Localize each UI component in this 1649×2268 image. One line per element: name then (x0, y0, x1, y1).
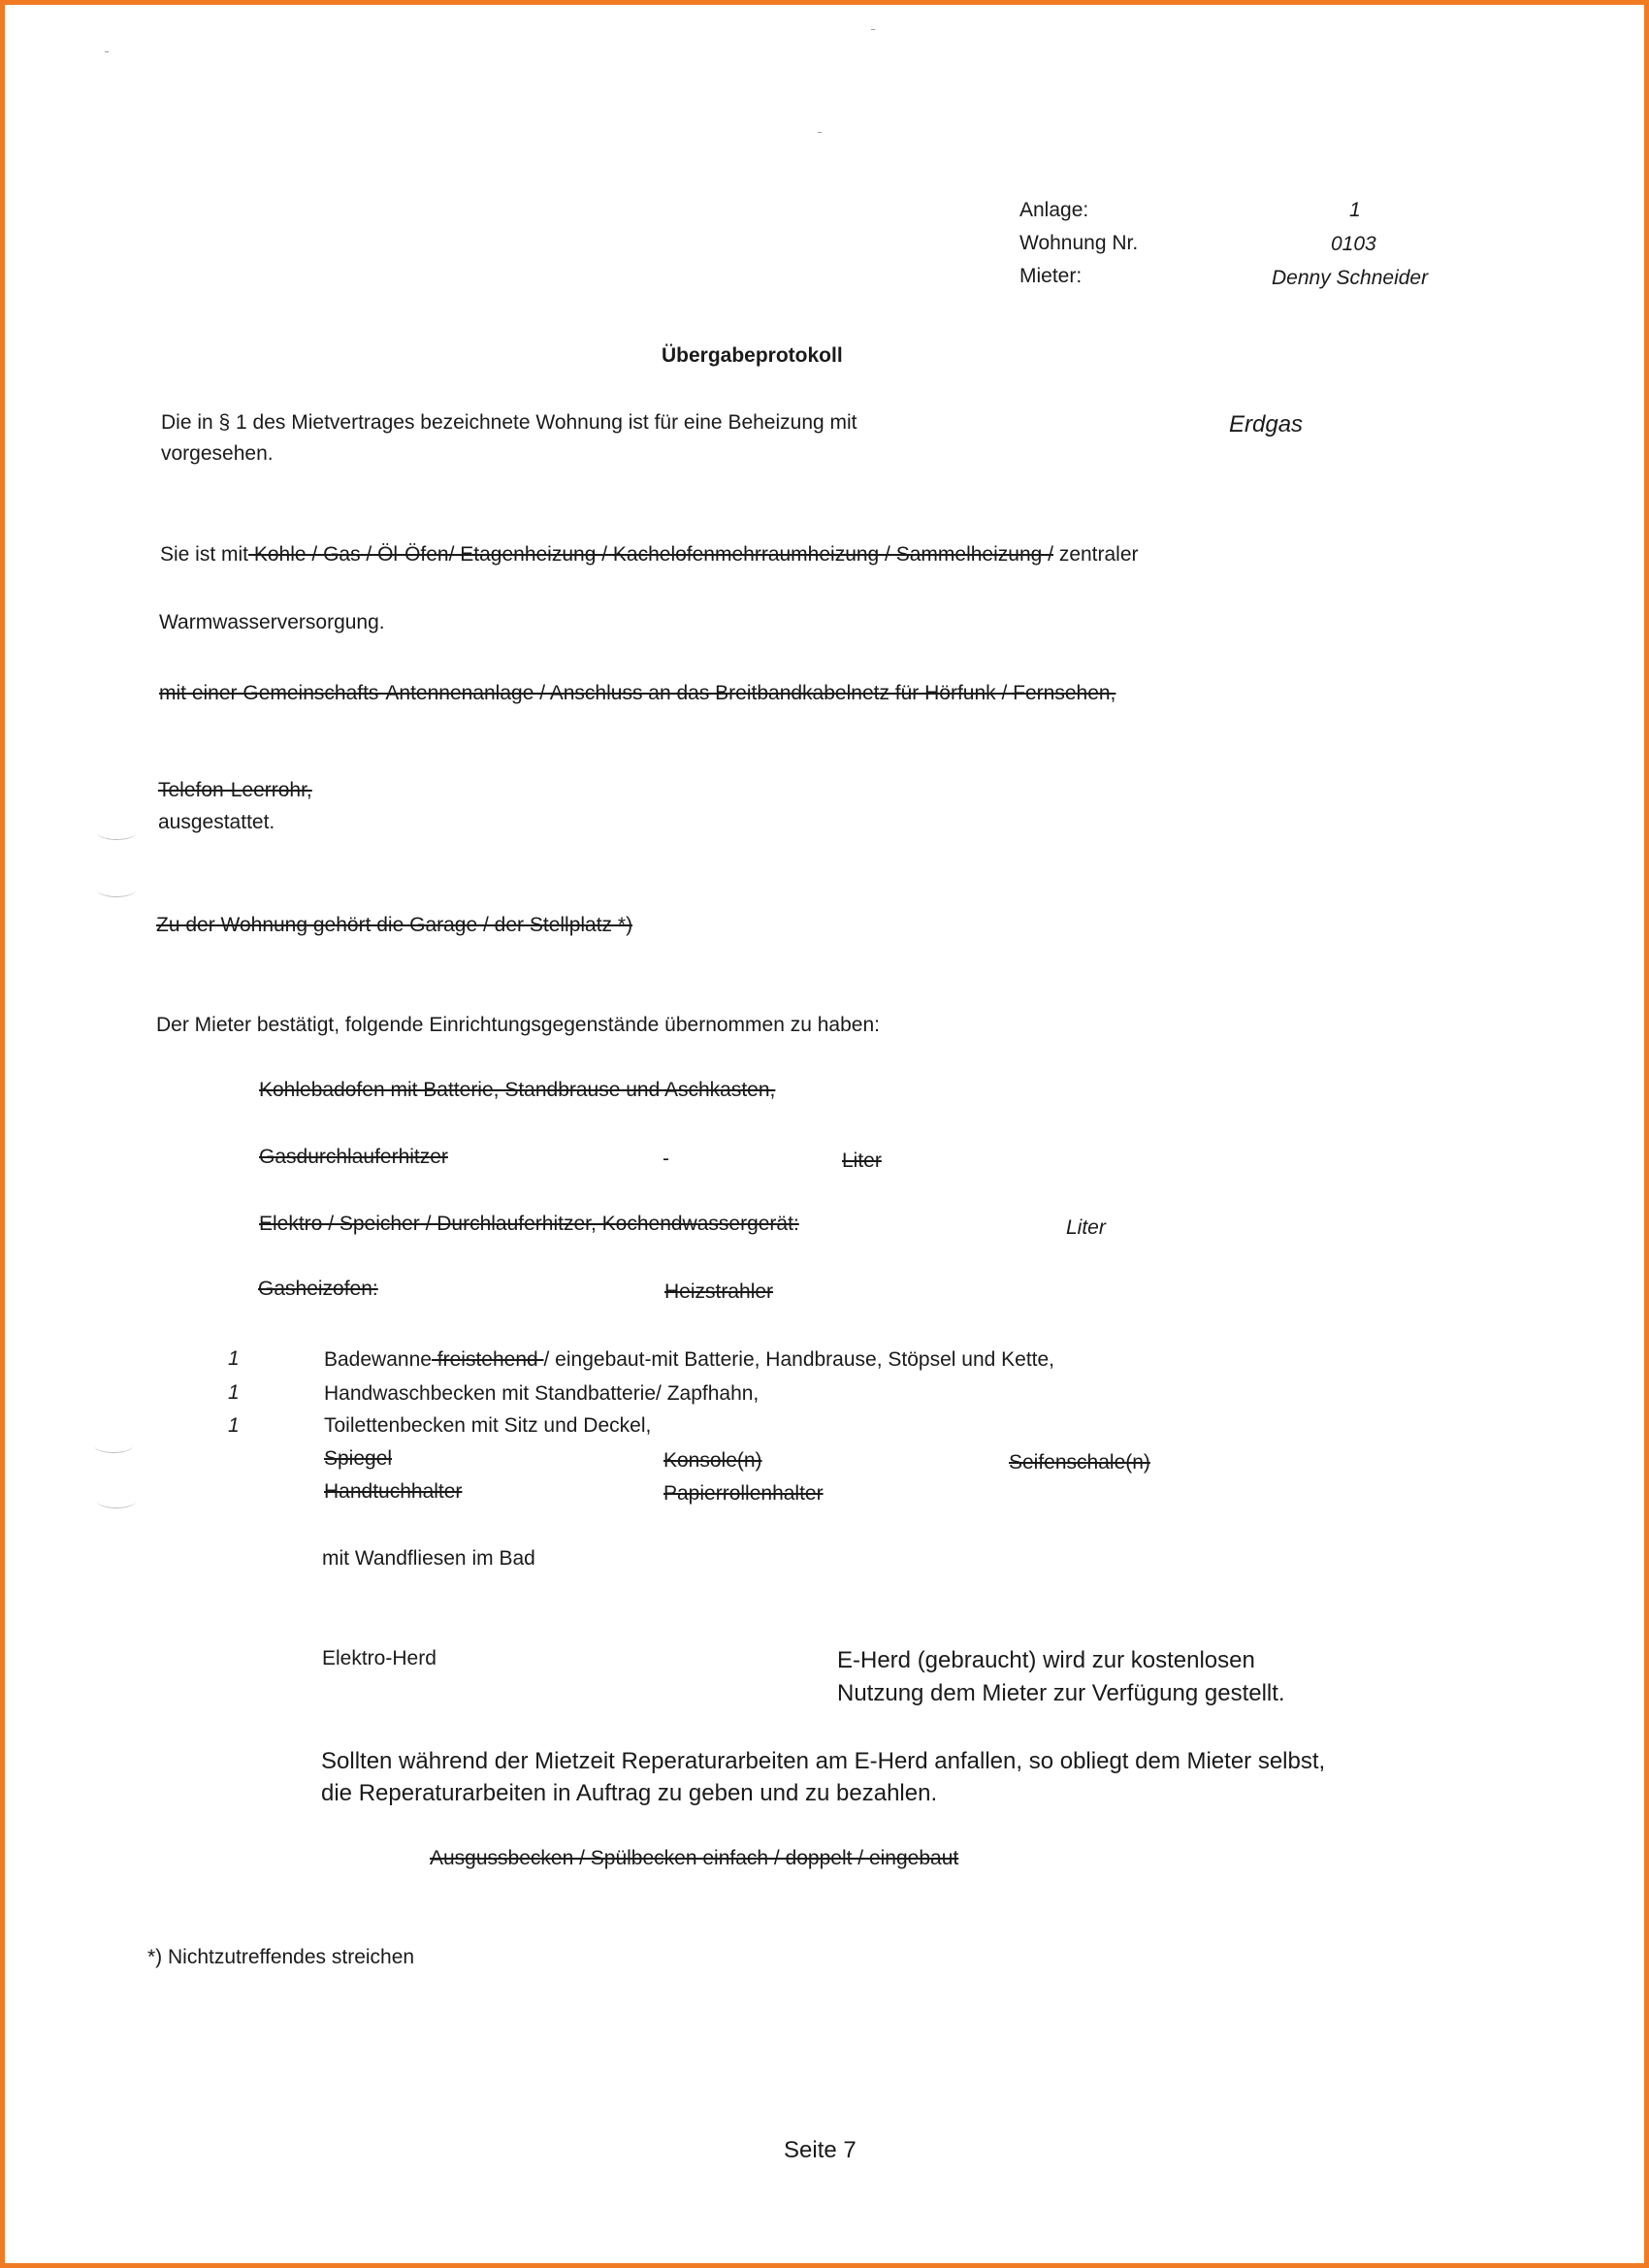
wohnung-value: 0103 (1331, 233, 1376, 255)
anlage-label: Anlage: (1019, 199, 1089, 221)
item-konsole: Konsole(n) (663, 1449, 762, 1472)
equipment-line (160, 542, 1139, 567)
warmwasser-line: Warmwasserversorgung. (159, 611, 385, 633)
item-elektroherd: Elektro-Herd (322, 1647, 436, 1669)
item-kohlebadofen: Kohlebadofen mit Batterie, Standbrause und Aschkasten, (259, 1079, 776, 1101)
item-wandfliesen: mit Wandfliesen im Bad (322, 1547, 535, 1570)
telefon-line: Telefon-Leerrohr, (158, 779, 312, 801)
heating-line-1: Die in § 1 des Mietvertrages bezeichnete Wohnung ist für eine Beheizung mit (161, 411, 857, 434)
mieter-value: Denny Schneider (1272, 267, 1429, 289)
item-gasdurchlauf-dash: - (663, 1148, 669, 1170)
equipment-struck-options: Kohle / Gas / Öl-Öfen/ Etagenheizung / Kachelofenmehrraumheizung / Sammelheizung / (248, 543, 1053, 566)
item-handwaschbecken: Handwaschbecken mit Standbatterie/ Zapfhahn, (324, 1382, 760, 1405)
document-title: Übergabeprotokoll (662, 344, 843, 367)
garage-line: Zu der Wohnung gehört die Garage / der Stellplatz *) (156, 914, 633, 936)
item-handtuchhalter: Handtuchhalter (324, 1480, 463, 1503)
punch-hole-mark (97, 883, 136, 897)
wohnung-label: Wohnung Nr. (1019, 232, 1139, 254)
qty-badewanne: 1 (228, 1347, 240, 1370)
item-papierrollenhalter: Papierrollenhalter (663, 1482, 824, 1505)
item-gasdurchlauf-liter: Liter (842, 1150, 882, 1172)
punch-hole-mark (94, 1439, 133, 1453)
punch-hole-mark (97, 1494, 136, 1508)
heating-line-2: vorgesehen. (161, 442, 274, 465)
herd-note-line-1: E-Herd (gebraucht) wird zur kostenlosen (837, 1647, 1255, 1673)
item-heizstrahler: Heizstrahler (664, 1280, 774, 1303)
equipment-suffix: zentraler (1052, 543, 1139, 566)
item-badewanne (324, 1347, 1054, 1373)
item-toilette: Toilettenbecken mit Sitz und Deckel, (324, 1414, 652, 1437)
item-seifenschale: Seifenschale(n) (1009, 1451, 1150, 1474)
anlage-value: 1 (1349, 199, 1361, 221)
punch-hole-mark (97, 826, 136, 840)
badewanne-a: Badewanne (324, 1348, 432, 1371)
scan-speck (105, 51, 109, 52)
scan-speck (871, 29, 875, 30)
antenna-line: mit einer Gemeinschafts-Antennenanlage / Anschluss an das Breitbandkabelnetz für Hörfunk / Fernsehen, (159, 682, 1116, 704)
repair-line-1: Sollten während der Mietzeit Reperaturarbeiten am E-Herd anfallen, so obliegt dem Mieter selbst, (321, 1748, 1326, 1774)
ausgestattet-line: ausgestattet. (158, 811, 275, 833)
confirm-line: Der Mieter bestätigt, folgende Einrichtungsgegenstände übernommen zu haben: (156, 1014, 880, 1036)
heating-value: Erdgas (1229, 411, 1304, 437)
mieter-label: Mieter: (1019, 265, 1083, 287)
item-elektro-speicher: Elektro / Speicher / Durchlauferhitzer, Kochendwassergerät: (259, 1213, 799, 1235)
herd-note-line-2: Nutzung dem Mieter zur Verfügung gestellt. (837, 1680, 1285, 1706)
equipment-prefix: Sie ist mit (160, 543, 249, 566)
item-gasdurchlauferhitzer: Gasdurchlauferhitzer (259, 1146, 448, 1168)
item-ausgussbecken: Ausgussbecken / Spülbecken einfach / doppelt / eingebaut (430, 1847, 959, 1869)
repair-line-2: die Reperaturarbeiten in Auftrag zu geben und zu bezahlen. (321, 1780, 938, 1806)
item-gasheizofen: Gasheizofen: (258, 1278, 378, 1300)
item-elektro-liter: Liter (1066, 1216, 1106, 1239)
footnote: *) Nichtzutreffendes streichen (147, 1946, 415, 1968)
badewanne-struck: freistehend (431, 1348, 544, 1371)
qty-handwaschbecken: 1 (228, 1381, 240, 1404)
item-spiegel: Spiegel (324, 1447, 393, 1470)
badewanne-b: / eingebaut-mit Batterie, Handbrause, Stöpsel und Kette, (543, 1348, 1055, 1371)
scan-speck (818, 132, 822, 133)
page-number: Seite 7 (784, 2137, 857, 2163)
qty-toilette: 1 (228, 1414, 240, 1437)
